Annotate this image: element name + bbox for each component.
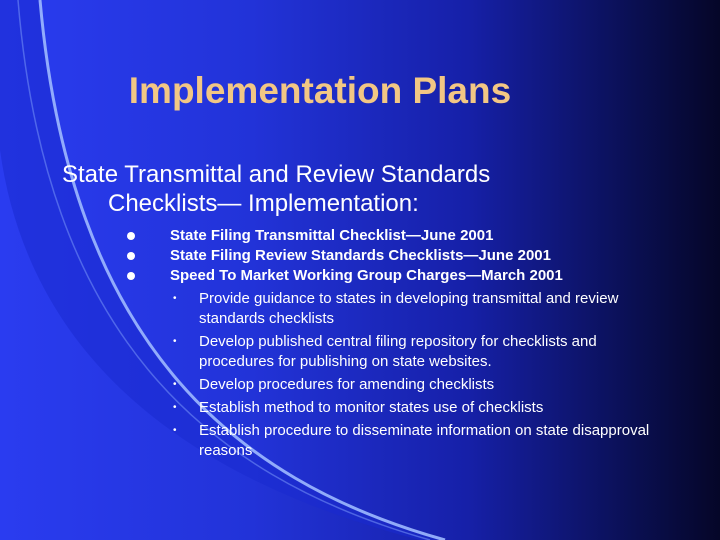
bullet-item (127, 266, 667, 461)
sub-bullet-dot-icon: • (173, 336, 177, 347)
sub-bullet-item (170, 332, 667, 372)
sub-bullet-text: Establish method to monitor states use of checklists (199, 399, 544, 416)
bullet-text: State Filing Review Standards Checklists—June 2001 (170, 247, 551, 264)
slide-title-text: Implementation Plans (128, 70, 512, 111)
sub-bullet-text: Provide guidance to states in developing transmittal and review standards checklists (199, 290, 619, 327)
bullet-item (127, 246, 667, 266)
bullet-dot-icon (127, 272, 135, 280)
slide-title (0, 70, 720, 112)
sub-bullet-text: Develop procedures for amending checklists (199, 376, 495, 393)
subtitle-line-2: Checklists— Implementation: (108, 190, 419, 217)
sub-bullet-item (170, 375, 667, 395)
bullet-dot-icon (127, 232, 135, 240)
sub-bullet-text: Develop published central filing repository for checklists and procedures for publishing on state websites. (199, 333, 597, 370)
subtitle-line-1: State Transmittal and Review Standards (62, 161, 491, 188)
bullet-list (127, 226, 667, 461)
sub-bullet-dot-icon: • (173, 293, 177, 304)
bullet-text: Speed To Market Working Group Charges—March 2001 (170, 267, 563, 284)
sub-bullet-item (170, 289, 667, 329)
bullet-item (127, 226, 667, 246)
sub-bullet-item (170, 421, 667, 461)
sub-bullet-list (170, 289, 667, 461)
sub-bullet-dot-icon: • (173, 425, 177, 436)
sub-bullet-item (170, 398, 667, 418)
bullet-text: State Filing Transmittal Checklist—June 2001 (170, 227, 494, 244)
slide-subtitle (62, 160, 622, 218)
sub-bullet-dot-icon: • (173, 379, 177, 390)
bullet-dot-icon (127, 252, 135, 260)
sub-bullet-text: Establish procedure to disseminate information on state disapproval reasons (199, 422, 650, 459)
sub-bullet-dot-icon: • (173, 402, 177, 413)
